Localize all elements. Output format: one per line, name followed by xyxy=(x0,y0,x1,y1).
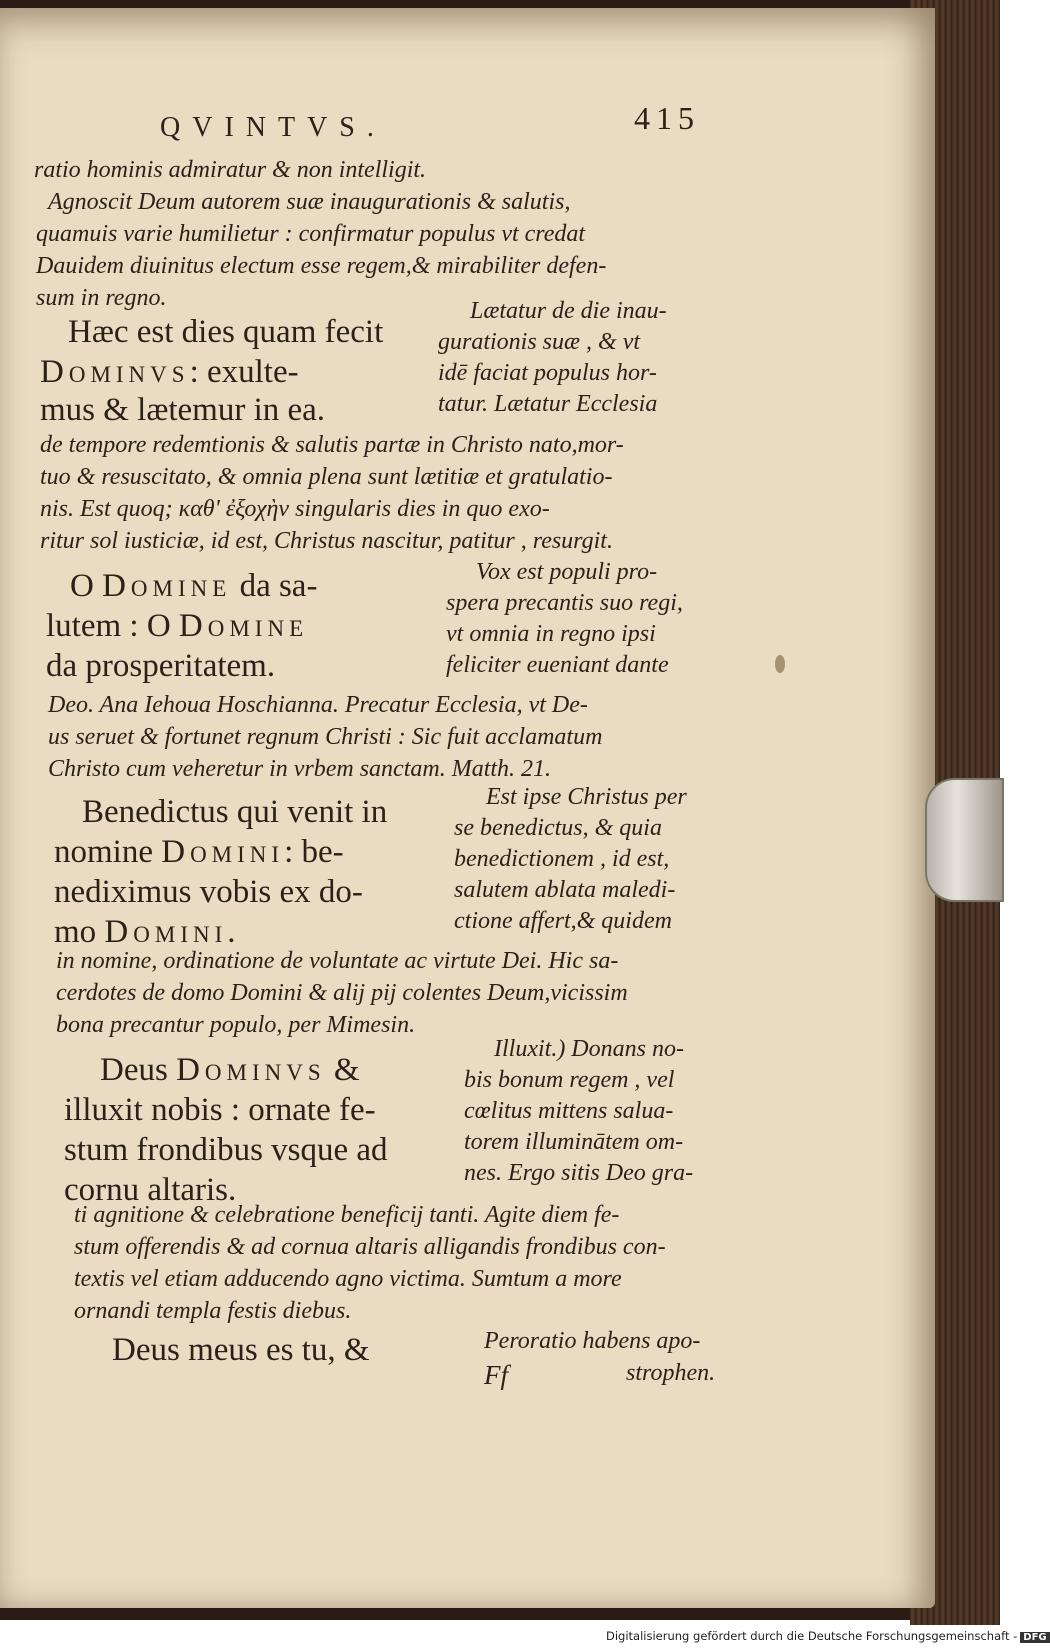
marginal-note: gurationis suæ , & vt xyxy=(438,329,641,355)
dfg-logo: DFG xyxy=(1020,1632,1049,1643)
commentary-line: Christo cum veheretur in vrbem sanctam. Matth. 21. xyxy=(48,756,552,782)
verse-line: nomine Domini: be- xyxy=(54,834,344,870)
marginal-note: se benedictus, & quia xyxy=(454,815,662,841)
commentary-line: textis vel etiam adducendo agno victima. Sumtum a more xyxy=(74,1266,622,1292)
marginal-note: ctione affert,& quidem xyxy=(454,908,672,934)
marginal-note: Peroratio habens apo- xyxy=(484,1328,701,1354)
domini-word: Domini xyxy=(104,914,228,950)
commentary-line: ti agnitione & celebratione beneficij tanti. Agite diem fe- xyxy=(74,1202,620,1228)
dominus-word: Dominvs xyxy=(176,1052,326,1088)
ink-stain xyxy=(775,655,785,673)
commentary-line: Deo. Ana Iehoua Hoschianna. Precatur Ecclesia, vt De- xyxy=(48,692,588,718)
verse-line: stum frondibus vsque ad xyxy=(64,1132,388,1168)
commentary-line: nis. Est quoq; καθ' ἐξοχὴν singularis dies in quo exo- xyxy=(40,496,550,522)
marginal-note: Illuxit.) Donans no- xyxy=(494,1036,684,1062)
verse-line: da prosperitatem. xyxy=(46,648,276,684)
verse-line: Deus meus es tu, & xyxy=(112,1332,370,1368)
marginal-note: Lætatur de die inau- xyxy=(470,298,667,324)
page-header xyxy=(160,100,700,150)
commentary-line: Agnoscit Deum autorem suæ inaugurationis & salutis, xyxy=(48,189,571,215)
commentary-line: ornandi templa festis diebus. xyxy=(74,1298,352,1324)
dominus-word: Dominvs xyxy=(40,354,190,390)
page-number: 415 xyxy=(634,100,700,136)
commentary-line: bona precantur populo, per Mimesin. xyxy=(56,1012,416,1038)
verse-line: cornu altaris. xyxy=(64,1172,237,1208)
commentary-line: quamuis varie humilietur : confirmatur populus vt credat xyxy=(36,221,586,247)
running-title: QVINTVS. xyxy=(160,112,386,143)
verse-line: illuxit nobis : ornate fe- xyxy=(64,1092,376,1128)
verse-line: lutem : O Domine xyxy=(46,608,309,644)
marginal-note: Vox est populi pro- xyxy=(476,559,658,585)
marginal-note: salutem ablata maledi- xyxy=(454,877,676,903)
marginal-note: strophen. xyxy=(626,1360,716,1386)
commentary-line: ritur sol iusticiæ, id est, Christus nascitur, patitur , resurgit. xyxy=(40,528,613,554)
verse-line: O Domine da sa- xyxy=(70,568,318,604)
signature-mark: Ff xyxy=(484,1360,508,1390)
commentary-line: in nomine, ordinatione de voluntate ac virtute Dei. Hic sa- xyxy=(56,948,619,974)
marginal-note: benedictionem , id est, xyxy=(454,846,670,872)
commentary-line: Dauidem diuinitus electum esse regem,& mirabiliter defen- xyxy=(36,253,607,279)
marginal-note: tatur. Lætatur Ecclesia xyxy=(438,391,658,417)
verse-line: Dominvs: exulte- xyxy=(40,354,299,390)
verse-line: nediximus vobis ex do- xyxy=(54,874,363,910)
commentary-line: stum offerendis & ad cornua altaris alligandis frondibus con- xyxy=(74,1234,666,1260)
marginal-note: idē faciat populus hor- xyxy=(438,360,657,386)
book-clip xyxy=(925,778,1004,902)
marginal-note: cœlitus mittens salua- xyxy=(464,1098,674,1124)
domine-word: Domine xyxy=(102,568,232,604)
domini-word: Domini xyxy=(161,834,285,870)
marginal-note: bis bonum regem , vel xyxy=(464,1067,675,1093)
verse-line: Deus Dominvs & xyxy=(100,1052,360,1088)
commentary-line: de tempore redemtionis & salutis partæ in Christo nato,mor- xyxy=(40,432,624,458)
marginal-note: spera precantis suo regi, xyxy=(446,590,683,616)
marginal-note: feliciter eueniant dante xyxy=(446,652,669,678)
verse-line: mo Domini. xyxy=(54,914,236,950)
domine-word: Domine xyxy=(178,608,309,644)
commentary-line: us seruet & fortunet regnum Christi : Sic fuit acclamatum xyxy=(48,724,603,750)
digitization-credit: Digitalisierung gefördert durch die Deutsche Forschungsgemeinschaft - DFG xyxy=(606,1629,996,1647)
verse-line: mus & lætemur in ea. xyxy=(40,392,326,428)
marginal-note: nes. Ergo sitis Deo gra- xyxy=(464,1160,694,1186)
marginal-note: torem illuminātem om- xyxy=(464,1129,684,1155)
verse-line: Benedictus qui venit in xyxy=(82,794,388,830)
commentary-line: ratio hominis admiratur & non intelligit. xyxy=(34,157,427,183)
commentary-line: cerdotes de domo Domini & alij pij colentes Deum,vicissim xyxy=(56,980,628,1006)
commentary-line: tuo & resuscitato, & omnia plena sunt lætitiæ et gratulatio- xyxy=(40,464,613,490)
commentary-line: sum in regno. xyxy=(36,285,167,311)
marginal-note: vt omnia in regno ipsi xyxy=(446,621,656,647)
marginal-note: Est ipse Christus per xyxy=(486,784,687,810)
verse-line: Hæc est dies quam fecit xyxy=(68,314,384,350)
